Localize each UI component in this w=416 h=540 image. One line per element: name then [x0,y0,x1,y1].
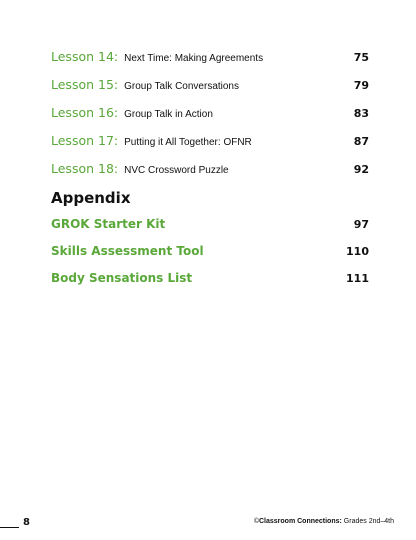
lesson-title: Next Time: Making Agreements [124,53,264,64]
page-number: 75 [353,51,369,64]
appendix-item-title: Body Sensations List [51,271,193,285]
page-number: 111 [346,272,369,285]
copyright-mark: © [253,518,259,525]
page-number: 87 [353,135,369,148]
lesson-title: Putting it All Together: OFNR [124,137,252,148]
toc-entry-lesson-14[interactable] [51,49,369,69]
lesson-number: Lesson 15: [51,77,119,92]
page-number: 83 [353,107,369,120]
lesson-title: Group Talk Conversations [124,81,239,92]
page-number: 79 [353,79,369,92]
toc-entry-grok-starter-kit[interactable] [51,217,369,237]
lesson-number: Lesson 17: [51,133,119,148]
toc-entry-lesson-17[interactable] [51,133,369,153]
appendix-item-title: Skills Assessment Tool [51,244,204,258]
page-number: 97 [353,218,369,231]
lesson-number: Lesson 14: [51,49,119,64]
footer-grades: Grades 2nd–4th [341,518,394,525]
toc-entry-skills-assessment-tool[interactable] [51,244,369,264]
lesson-title: NVC Crossword Puzzle [124,165,229,176]
appendix-item-title: GROK Starter Kit [51,217,166,231]
footer-publication: Classroom Connections: [258,518,342,525]
footer-page-number: 8 [23,517,30,528]
footer-copyright [254,518,394,525]
lesson-number: Lesson 16: [51,105,119,120]
toc-entry-lesson-15[interactable] [51,77,369,97]
appendix-heading: Appendix [51,189,131,207]
toc-entry-body-sensations-list[interactable] [51,271,369,291]
footer-rule [0,527,19,528]
page-number: 110 [346,245,369,258]
toc-entry-lesson-16[interactable] [51,105,369,125]
lesson-number: Lesson 18: [51,161,119,176]
page-number: 92 [353,163,369,176]
lesson-title: Group Talk in Action [124,109,213,120]
toc-entry-lesson-18[interactable] [51,161,369,181]
